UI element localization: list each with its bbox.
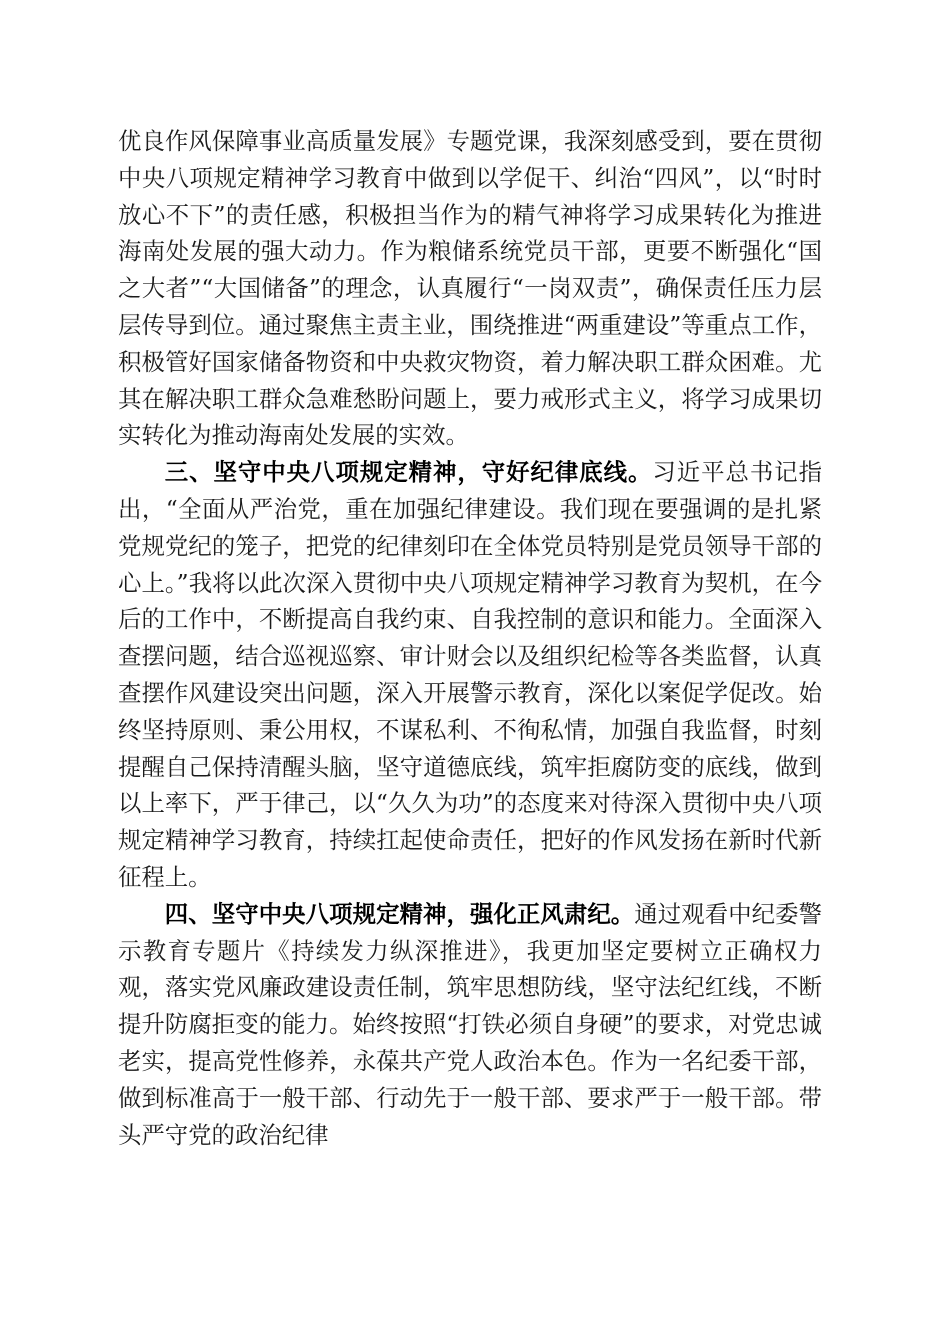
section-heading: 三、坚守中央八项规定精神，守好纪律底线。 xyxy=(164,458,653,487)
document-body xyxy=(118,123,822,1153)
paragraph-body: 习近平总书记指出，“全面从严治党，重在加强纪律建设。我们现在要强调的是扎紧党规党纪的笼子，把党的纪律刻印在全体党员特别是党员领导干部的心上。”我将以此次深入贯彻中央八项规定精神学习教育为契机，在今后的工作中，不断提高自我约束、自我控制的意识和能力。全面深入查摆问题，结合巡视巡察、审计财会以及组织纪检等各类监督，认真查摆作风建设突出问题，深入开展警示教育，深化以案促学促改。始终坚持原则、秉公用权，不谋私利、不徇私情，加强自我监督，时刻提醒自己保持清醒头脑，坚守道德底线，筑牢拒腐防变的底线，做到以上率下，严于律己，以“久久为功”的态度来对待深入贯彻中央八项规定精神学习教育，持续扛起使命责任，把好的作风发扬在新时代新征程上。 xyxy=(118,458,822,891)
paragraph-section-four xyxy=(118,896,822,1154)
paragraph-body: 优良作风保障事业高质量发展》专题党课，我深刻感受到，要在贯彻中央八项规定精神学习教育中做到以学促干、纠治“四风”，以“时时放心不下”的责任感，积极担当作为的精气神将学习成果转化为推进海南处发展的强大动力。作为粮储系统党员干部，更要不断强化“国之大者”“大国储备”的理念，认真履行“一岗双责”，确保责任压力层层传导到位。通过聚焦主责主业，围绕推进“两重建设”等重点工作，积极管好国家储备物资和中央救灾物资，着力解决职工群众困难。尤其在解决职工群众急难愁盼问题上，要力戒形式主义，将学习成果切实转化为推动海南处发展的实效。 xyxy=(118,127,822,450)
paragraph-continuation xyxy=(118,123,822,454)
paragraph-body: 通过观看中纪委警示教育专题片《持续发力纵深推进》，我更加坚定要树立正确权力观，落实党风廉政建设责任制，筑牢思想防线，坚守法纪红线，不断提升防腐拒变的能力。始终按照“打铁必须自身硬”的要求，对党忠诚老实，提高党性修养，永葆共产党人政治本色。作为一名纪委干部，做到标准高于一般干部、行动先于一般干部、要求严于一般干部。带头严守党的政治纪律 xyxy=(118,899,823,1149)
paragraph-section-three xyxy=(118,454,822,896)
section-heading: 四、坚守中央八项规定精神，强化正风肃纪。 xyxy=(164,899,635,928)
